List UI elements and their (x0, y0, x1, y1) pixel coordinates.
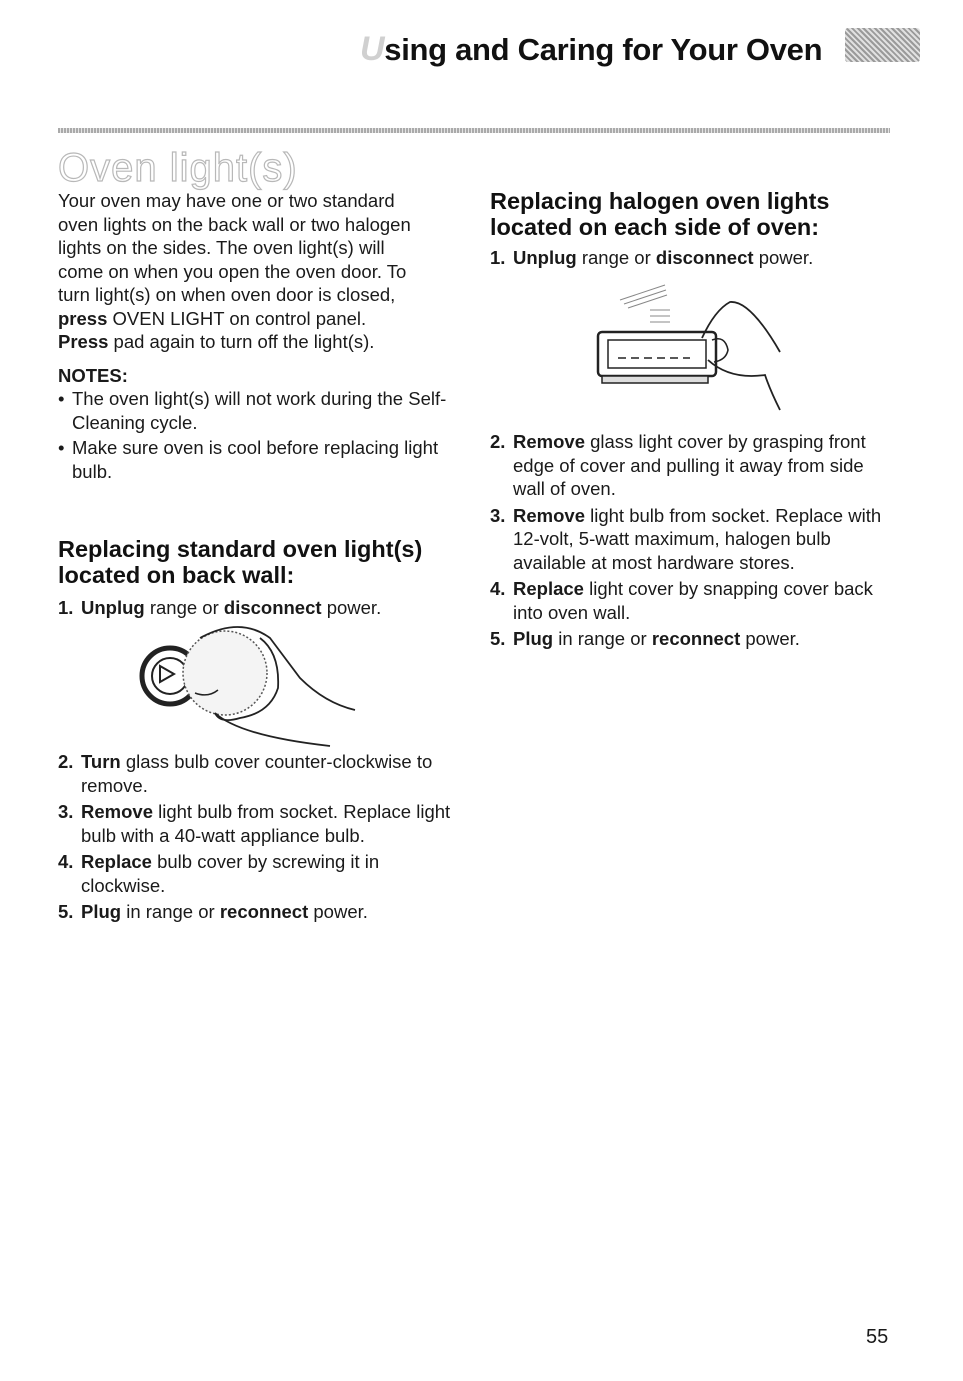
step-text: glass light cover by grasping front edge of cover and pulling it away from side wall of oven. (513, 431, 866, 499)
page-header-title (360, 30, 822, 69)
step-number: 3. (490, 504, 506, 526)
intro-line: lights on the sides. The oven light(s) will (58, 237, 385, 258)
step-verb: Plug (81, 901, 122, 922)
step-text: power. (308, 901, 368, 922)
step-item (58, 750, 458, 797)
heading-line: Replacing halogen oven lights (490, 188, 830, 214)
standard-steps-section (58, 750, 458, 927)
step-text: in range or (553, 628, 652, 649)
notes-list (58, 387, 458, 483)
step-verb: disconnect (655, 247, 754, 268)
header-title-text: sing and Caring for Your Oven (384, 32, 823, 67)
step-number: 4. (490, 578, 506, 599)
step-text: glass bulb cover counter-clockwise to remove. (81, 751, 433, 796)
step-verb: reconnect (219, 901, 309, 922)
step-verb: Plug (513, 628, 554, 649)
intro-line: pad again to turn off the light(s). (108, 331, 375, 352)
page-number: 55 (866, 1326, 889, 1348)
step-text: in range or (121, 901, 220, 922)
standard-bulb-illustration (130, 618, 370, 748)
step-verb: Replace (513, 578, 584, 599)
step-item (490, 577, 890, 624)
heading-line: located on back wall: (58, 562, 295, 588)
intro-line: oven lights on the back wall or two halogen (58, 213, 411, 235)
step-item (490, 627, 890, 651)
heading-line: located on each side of oven: (490, 214, 820, 240)
section-title: Oven light(s) (58, 146, 298, 190)
halogen-heading (490, 188, 890, 240)
step-verb: Remove (81, 801, 153, 822)
step-item (58, 900, 458, 924)
left-column-intro (58, 189, 458, 483)
step-item (490, 504, 890, 575)
intro-press-word: Press (58, 331, 109, 352)
step-verb: Remove (513, 431, 585, 452)
step-number: 4. (58, 851, 74, 872)
step-text: range or (576, 247, 656, 268)
step-item (58, 850, 458, 897)
step-number: 5. (490, 628, 506, 649)
step-text: light bulb from socket. Replace light bulb with a 40-watt appliance bulb. (81, 801, 451, 846)
standard-steps-list (58, 750, 458, 924)
step-verb: Remove (513, 504, 585, 526)
step-item (58, 596, 458, 620)
halogen-steps-top (490, 246, 890, 270)
header-tab-graphic (845, 28, 920, 62)
halogen-light-illustration (590, 280, 790, 415)
intro-line: come on when you open the oven door. To (58, 260, 407, 282)
heading-line: Replacing standard oven light(s) (58, 536, 423, 562)
step-verb: Unplug (513, 247, 577, 268)
intro-press-word: press (58, 307, 108, 329)
notes-heading: NOTES: (58, 364, 128, 386)
note-item: • Make sure oven is cool before replacing light bulb. (58, 436, 458, 483)
section-divider (58, 128, 890, 133)
standard-section (58, 536, 458, 623)
step-text: light cover by snapping cover back into oven wall. (513, 578, 873, 623)
step-verb: Replace (81, 851, 152, 872)
step-number: 3. (58, 801, 74, 822)
standard-steps-top (58, 596, 458, 620)
step-item (58, 800, 458, 847)
step-item (490, 246, 890, 270)
intro-line: Your oven may have one or two standard (58, 190, 395, 211)
step-text: power. (321, 597, 382, 618)
step-text: power. (740, 628, 800, 649)
intro-paragraph (58, 189, 458, 354)
header-drop-letter: U (360, 30, 385, 68)
step-text: light bulb from socket. Replace with 12-volt, 5-watt maximum, halogen bulb available at most hardware stores. (513, 504, 882, 573)
step-text: bulb cover by screwing it in clockwise. (81, 851, 380, 896)
halogen-steps-list (490, 430, 890, 651)
step-text: power. (753, 247, 814, 268)
step-number: 1. (490, 247, 506, 268)
halogen-steps-section (490, 430, 890, 654)
step-text: range or (144, 597, 224, 618)
step-number: 2. (58, 751, 74, 772)
standard-heading (58, 536, 458, 588)
note-item: • The oven light(s) will not work during the Self-Cleaning cycle. (58, 387, 458, 434)
step-number: 5. (58, 901, 74, 922)
step-number: 2. (490, 431, 506, 452)
intro-line: turn light(s) on when oven door is closed, (58, 284, 396, 305)
step-verb: disconnect (223, 597, 322, 618)
step-item (490, 430, 890, 501)
intro-line: OVEN LIGHT on control panel. (107, 307, 367, 329)
step-verb: Unplug (81, 597, 145, 618)
step-verb: reconnect (651, 628, 741, 649)
halogen-section (490, 188, 890, 273)
step-verb: Turn (81, 751, 121, 772)
step-number: 1. (58, 597, 74, 618)
